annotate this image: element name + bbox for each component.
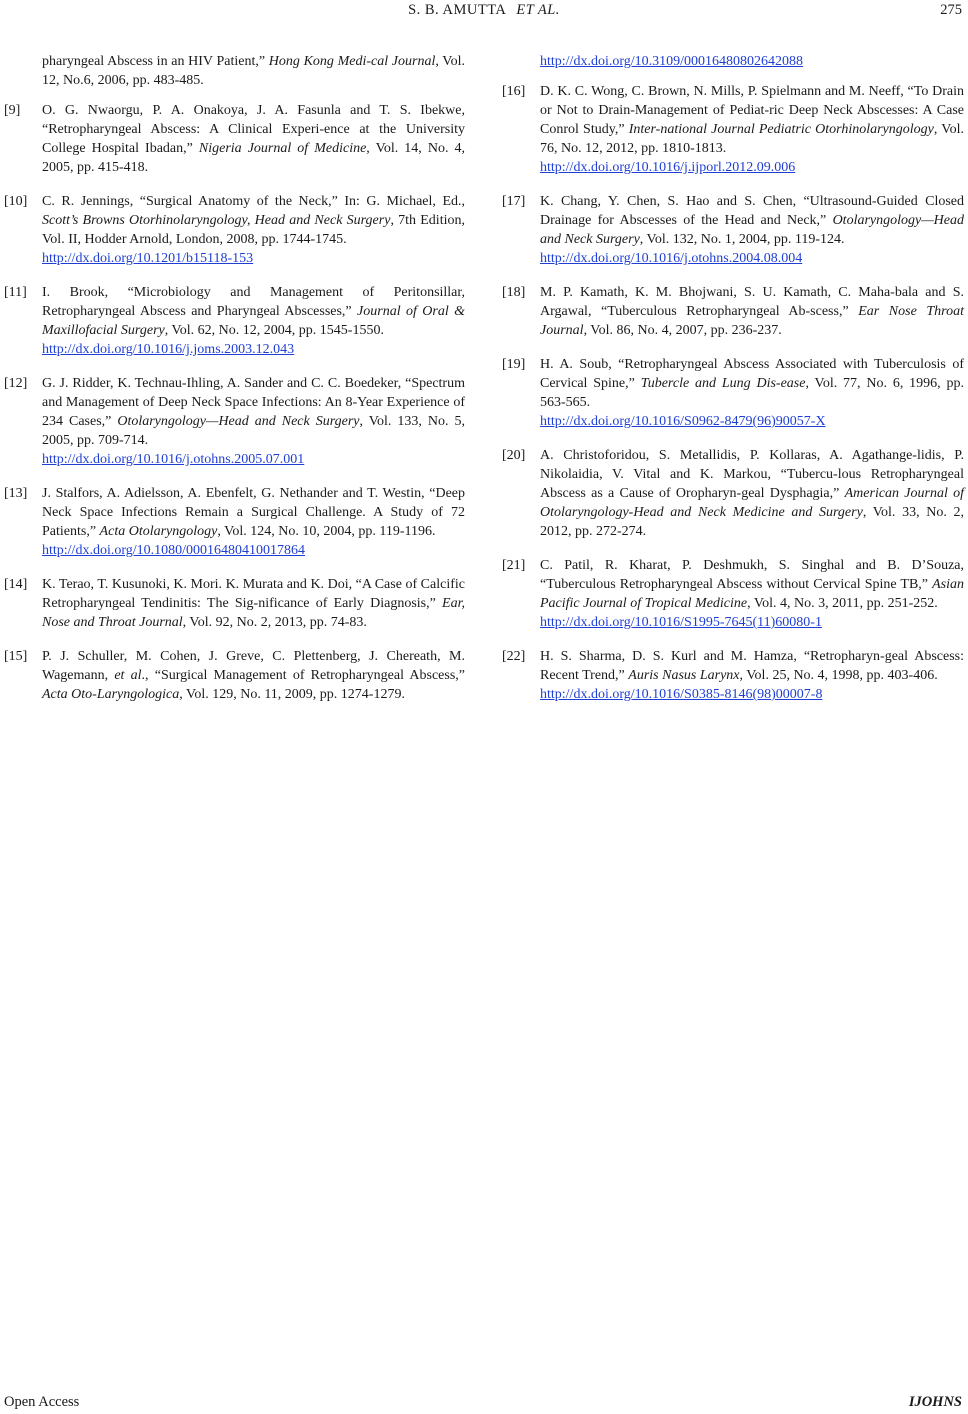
- doi-link[interactable]: http://dx.doi.org/10.1016/j.otohns.2005.07.001: [42, 452, 305, 467]
- ref-text: , Vol. 62, No. 12, 2004, pp. 1545-1550.: [164, 323, 384, 338]
- ref-number: [13]: [4, 486, 28, 501]
- doi-link[interactable]: http://dx.doi.org/10.1201/b15118-153: [42, 251, 254, 266]
- reference-22: [502, 647, 964, 704]
- reference-18: [502, 283, 964, 340]
- ref-text: M. P. Kamath, K. M. Bhojwani, S. U. Kamath, C. Maha-bala and S. Argawal, “Tuberculous Retropharyngeal Ab-scess,”: [540, 285, 964, 319]
- ref-number: [15]: [4, 649, 28, 664]
- ref-journal: Asian Pacific Journal of Tropical Medicine: [540, 577, 964, 611]
- ref-text: , Vol. 77, No. 6, 1996, pp. 563-565.: [540, 376, 965, 410]
- reference-11: [4, 283, 465, 359]
- running-header: [0, 0, 968, 24]
- page-number: 275: [940, 2, 962, 18]
- ref-text: , Vol. 14, No. 4, 2005, pp. 415-418.: [42, 141, 465, 175]
- ref-number: [22]: [502, 649, 526, 664]
- doi-link[interactable]: http://dx.doi.org/10.1016/S1995-7645(11)60080-1: [540, 615, 822, 630]
- ref-text: G. J. Ridder, K. Technau-Ihling, A. Sander and C. C. Boedeker, “Spectrum and Management of Deep Neck Space Infections: An 8-Year Experience of 234 Cases,”: [42, 376, 465, 429]
- reference-19: [502, 355, 964, 431]
- ref-journal: Acta Otolaryngology: [99, 524, 218, 539]
- ref-text: K. Terao, T. Kusunoki, K. Mori. K. Murata and K. Doi, “A Case of Calcific Retropharyngeal Tendinitis: The Sig-nificance of Early Diagnosis,”: [42, 577, 465, 611]
- ref-journal: Journal of Oral & Maxillofacial Surgery: [42, 304, 465, 338]
- ref-journal: Auris Nasus Larynx: [628, 668, 740, 683]
- ref-number: [14]: [4, 577, 28, 592]
- running-etal: ET AL.: [516, 2, 560, 18]
- doi-link[interactable]: http://dx.doi.org/10.1016/S0385-8146(98)00007-8: [540, 687, 823, 702]
- reference-21: [502, 556, 964, 632]
- ref-text: , Vol. 76, No. 12, 2012, pp. 1810-1813.: [540, 122, 965, 156]
- page-footer: [0, 1394, 968, 1414]
- ref-etal: et al: [114, 668, 142, 683]
- ref-journal: Ear Nose Throat Journal: [540, 304, 964, 338]
- ref-text: H. S. Sharma, D. S. Kurl and M. Hamza, “Retropharyn-geal Abscess: Recent Trend,”: [540, 649, 964, 683]
- ref-number: [16]: [502, 84, 526, 99]
- ref-text: , Vol. 86, No. 4, 2007, pp. 236-237.: [583, 323, 782, 338]
- ref-journal: Ear, Nose and Throat Journal: [42, 596, 465, 630]
- ref-journal: Otolaryngology—Head and Neck Surgery: [117, 414, 360, 429]
- ref-number: [10]: [4, 194, 28, 209]
- ref-text: H. A. Soub, “Retropharyngeal Abscess Associated with Tuberculosis of Cervical Spine,”: [540, 357, 964, 391]
- ref-journal: American Journal of Otolaryngology-Head and Neck Medicine and Surgery: [540, 486, 964, 520]
- ref-text: I. Brook, “Microbiology and Management of Peritonsillar, Retropharyngeal Abscess and Pharyngeal Abscesses,”: [42, 285, 465, 319]
- ref-number: [9]: [4, 103, 21, 118]
- ref-text: C. R. Jennings, “Surgical Anatomy of the Neck,” In: G. Michael, Ed.,: [42, 194, 465, 209]
- doi-link[interactable]: http://dx.doi.org/10.1016/S0962-8479(96)90057-X: [540, 414, 826, 429]
- ref-journal: Tubercle and Lung Dis-ease: [640, 376, 806, 391]
- ref-text: P. J. Schuller, M. Cohen, J. Greve, C. Plettenberg, J. Chereath, M. Wagemann,: [42, 649, 465, 683]
- ref-text: D. K. C. Wong, C. Brown, N. Mills, P. Spielmann and M. Neeff, “To Drain or Not to Drain-Management of Pediat-ric Deep Neck Abscesses: A Case Conrol Study,”: [540, 84, 964, 137]
- doi-link[interactable]: http://dx.doi.org/10.1080/00016480410017864: [42, 543, 306, 558]
- open-access-label: Open Access: [4, 1394, 80, 1410]
- reference-continuation: [502, 52, 964, 71]
- doi-link[interactable]: http://dx.doi.org/10.3109/00016480802642088: [540, 54, 804, 69]
- ref-text: , Vol. 129, No. 11, 2009, pp. 1274-1279.: [179, 687, 405, 702]
- ref-text: , Vol. 4, No. 3, 2011, pp. 251-252.: [747, 596, 938, 611]
- ref-number: [21]: [502, 558, 526, 573]
- ref-text: , Vol. 133, No. 5, 2005, pp. 709-714.: [42, 414, 465, 448]
- ref-text: ., “Surgical Management of Retropharyngeal Abscess,”: [141, 668, 466, 683]
- ref-journal: Inter-national Journal Pediatric Otorhinolaryngology: [628, 122, 934, 137]
- ref-text: C. Patil, R. Kharat, P. Deshmukh, S. Singhal and B. D’Souza, “Tuberculous Retropharyngeal Abscess without Cervical Spine TB,”: [540, 558, 964, 592]
- reference-17: [502, 192, 964, 268]
- ref-text: , Vol. 25, No. 4, 1998, pp. 403-406.: [739, 668, 938, 683]
- doi-link[interactable]: http://dx.doi.org/10.1016/j.joms.2003.12.043: [42, 342, 295, 357]
- ref-journal: Nigeria Journal of Medicine: [198, 141, 367, 156]
- ref-text: , Vol. 92, No. 2, 2013, pp. 74-83.: [182, 615, 367, 630]
- right-column: [502, 52, 964, 719]
- reference-16: [502, 82, 964, 177]
- ref-number: [18]: [502, 285, 526, 300]
- ref-text: , 7th Edition, Vol. II, Hodder Arnold, London, 2008, pp. 1744-1745.: [42, 213, 465, 247]
- ref-journal: Scott’s Browns Otorhinolaryngology, Head and Neck Surgery: [42, 213, 391, 228]
- left-column: [4, 52, 465, 719]
- ref-text: A. Christoforidou, S. Metallidis, P. Kollaras, A. Agathange-lidis, P. Nikolaidia, V. Vital and K. Markou, “Tubercu-lous Retropharyngeal Abscess as a Cause of Oropharyn-geal Dysphagia,”: [540, 448, 964, 501]
- ref-text: , Vol. 124, No. 10, 2004, pp. 119-1196.: [217, 524, 436, 539]
- reference-15: [4, 647, 465, 704]
- ref-text: , Vol. 12, No.6, 2006, pp. 483-485.: [42, 54, 465, 88]
- ref-journal: Hong Kong Medi-cal Journal: [268, 54, 436, 69]
- doi-link[interactable]: http://dx.doi.org/10.1016/j.otohns.2004.08.004: [540, 251, 803, 266]
- doi-link[interactable]: http://dx.doi.org/10.1016/j.ijporl.2012.09.006: [540, 160, 796, 175]
- reference-continuation: [4, 52, 465, 90]
- ref-number: [11]: [4, 285, 27, 300]
- ref-number: [19]: [502, 357, 526, 372]
- ref-text: pharyngeal Abscess in an HIV Patient,”: [42, 54, 269, 69]
- ref-journal: Otolaryngology—Head and Neck Surgery: [540, 213, 964, 247]
- ref-text: , Vol. 132, No. 1, 2004, pp. 119-124.: [639, 232, 845, 247]
- ref-number: [17]: [502, 194, 526, 209]
- reference-14: [4, 575, 465, 632]
- running-authors: S. B. AMUTTA: [408, 2, 507, 18]
- ref-number: [12]: [4, 376, 28, 391]
- reference-13: [4, 484, 465, 560]
- journal-abbrev: IJOHNS: [908, 1394, 962, 1410]
- reference-12: [4, 374, 465, 469]
- reference-10: [4, 192, 465, 268]
- ref-text: K. Chang, Y. Chen, S. Hao and S. Chen, “Ultrasound-Guided Closed Drainage for Abscesses of the Head and Neck,”: [540, 194, 964, 228]
- ref-text: , Vol. 33, No. 2, 2012, pp. 272-274.: [540, 505, 964, 539]
- reference-9: [4, 101, 465, 177]
- ref-journal: Acta Oto-Laryngologica: [42, 687, 180, 702]
- ref-number: [20]: [502, 448, 526, 463]
- reference-20: [502, 446, 964, 541]
- ref-text: O. G. Nwaorgu, P. A. Onakoya, J. A. Fasunla and T. S. Ibekwe, “Retropharyngeal Abscess: A Clinical Experi-ence at the University College Hospital Ibadan,”: [42, 103, 465, 156]
- ref-text: J. Stalfors, A. Adielsson, A. Ebenfelt, G. Nethander and T. Westin, “Deep Neck Space Infections Remain a Surgical Challenge. A Study of 72 Patients,”: [42, 486, 465, 539]
- running-title: [0, 2, 968, 19]
